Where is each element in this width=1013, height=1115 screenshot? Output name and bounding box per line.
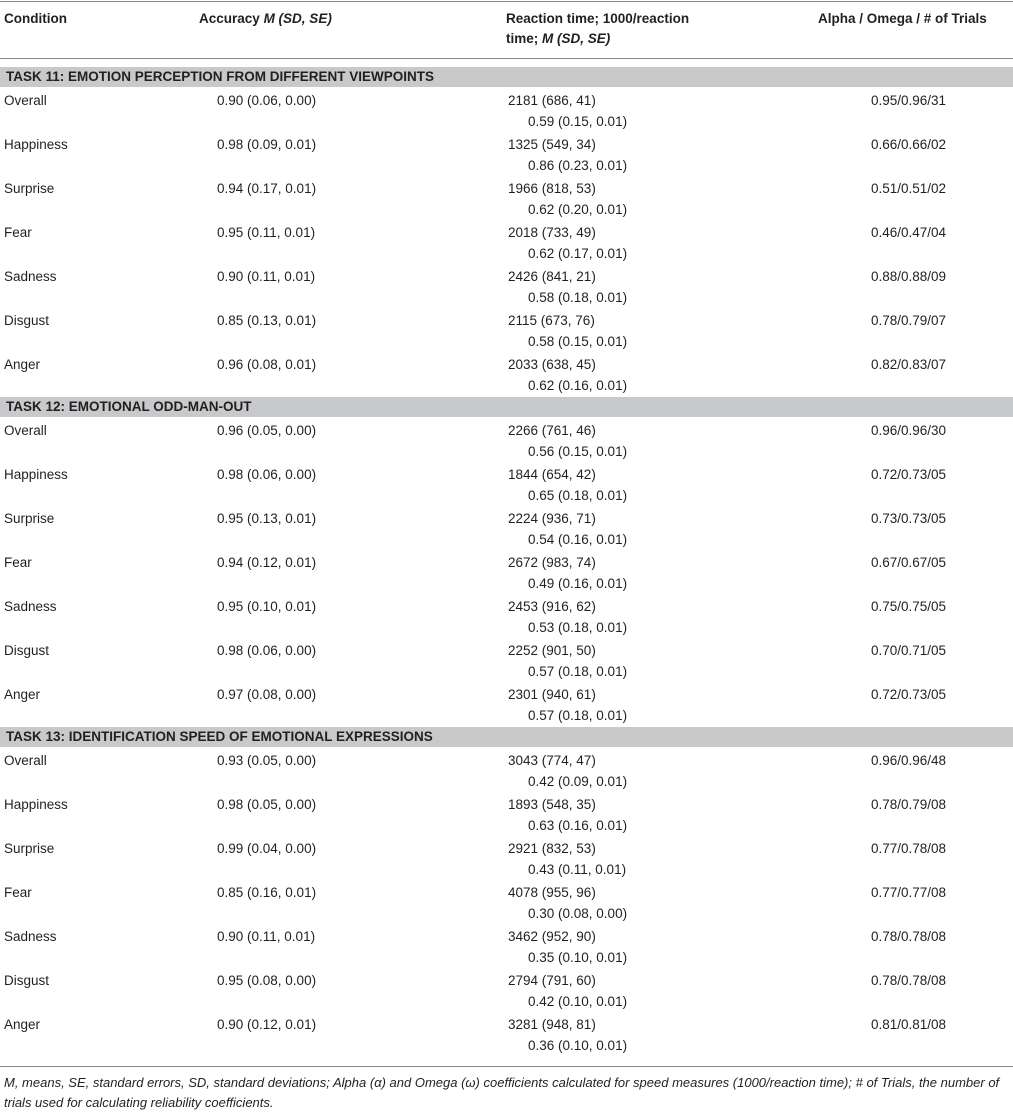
- reliability-cell: 0.72/0.73/05: [871, 687, 947, 702]
- inverse-reaction-time-cell: 0.54 (0.16, 0.01): [528, 532, 628, 547]
- reaction-time-cell: 2018 (733, 49): [508, 225, 596, 240]
- reaction-time-cell: 2453 (916, 62): [508, 599, 596, 614]
- inverse-reaction-time-cell: 0.58 (0.18, 0.01): [528, 290, 628, 305]
- reaction-time-cell: 2794 (791, 60): [508, 973, 596, 988]
- inverse-reaction-time-cell: 0.62 (0.20, 0.01): [528, 202, 628, 217]
- condition-cell: Sadness: [4, 929, 57, 944]
- table-row: [0, 750, 1013, 794]
- table-row: [0, 926, 1013, 970]
- header-reaction-time: [506, 9, 689, 49]
- inverse-reaction-time-cell: 0.43 (0.11, 0.01): [528, 862, 627, 877]
- section-header: TASK 11: EMOTION PERCEPTION FROM DIFFERENT VIEWPOINTS: [0, 67, 1013, 87]
- table-row: [0, 552, 1013, 596]
- accuracy-cell: 0.99 (0.04, 0.00): [217, 841, 317, 856]
- condition-cell: Disgust: [4, 973, 50, 988]
- table-row: [0, 222, 1013, 266]
- condition-cell: Happiness: [4, 467, 68, 482]
- inverse-reaction-time-cell: 0.30 (0.08, 0.00): [528, 906, 628, 921]
- table-row: [0, 134, 1013, 178]
- condition-cell: Fear: [4, 555, 32, 570]
- reliability-cell: 0.95/0.96/31: [871, 93, 947, 108]
- inverse-reaction-time-cell: 0.53 (0.18, 0.01): [528, 620, 628, 635]
- inverse-reaction-time-cell: 0.86 (0.23, 0.01): [528, 158, 628, 173]
- table-row: [0, 266, 1013, 310]
- condition-cell: Anger: [4, 1017, 41, 1032]
- reliability-cell: 0.78/0.79/07: [871, 313, 947, 328]
- reliability-cell: 0.88/0.88/09: [871, 269, 947, 284]
- table-bottom-rule: [0, 1066, 1013, 1067]
- header-reaction-time-stats: M (SD, SE): [542, 31, 611, 46]
- accuracy-cell: 0.90 (0.06, 0.00): [217, 93, 317, 108]
- reaction-time-cell: 2921 (832, 53): [508, 841, 596, 856]
- table-row: [0, 1014, 1013, 1058]
- reaction-time-cell: 2181 (686, 41): [508, 93, 596, 108]
- inverse-reaction-time-cell: 0.62 (0.17, 0.01): [528, 246, 628, 261]
- reaction-time-cell: 1893 (548, 35): [508, 797, 596, 812]
- condition-cell: Sadness: [4, 269, 57, 284]
- accuracy-cell: 0.93 (0.05, 0.00): [217, 753, 317, 768]
- condition-cell: Surprise: [4, 181, 55, 196]
- table-row: [0, 838, 1013, 882]
- reaction-time-cell: 2426 (841, 21): [508, 269, 596, 284]
- reliability-cell: 0.96/0.96/30: [871, 423, 947, 438]
- reliability-cell: 0.77/0.77/08: [871, 885, 947, 900]
- reliability-cell: 0.77/0.78/08: [871, 841, 947, 856]
- condition-cell: Surprise: [4, 511, 55, 526]
- condition-cell: Disgust: [4, 643, 50, 658]
- accuracy-cell: 0.95 (0.11, 0.01): [217, 225, 316, 240]
- condition-cell: Happiness: [4, 137, 68, 152]
- condition-cell: Fear: [4, 885, 32, 900]
- accuracy-cell: 0.94 (0.12, 0.01): [217, 555, 317, 570]
- table-row: [0, 684, 1013, 728]
- reliability-cell: 0.46/0.47/04: [871, 225, 947, 240]
- header-reaction-time-prefix: time;: [506, 31, 539, 46]
- condition-cell: Overall: [4, 93, 47, 108]
- inverse-reaction-time-cell: 0.58 (0.15, 0.01): [528, 334, 628, 349]
- accuracy-cell: 0.85 (0.13, 0.01): [217, 313, 317, 328]
- reliability-cell: 0.72/0.73/05: [871, 467, 947, 482]
- reliability-cell: 0.78/0.79/08: [871, 797, 947, 812]
- reliability-cell: 0.75/0.75/05: [871, 599, 947, 614]
- reliability-cell: 0.66/0.66/02: [871, 137, 947, 152]
- header-reliability: [818, 9, 987, 29]
- table-row: [0, 640, 1013, 684]
- reliability-cell: 0.51/0.51/02: [871, 181, 947, 196]
- table-row: [0, 596, 1013, 640]
- header-accuracy: [199, 9, 332, 29]
- inverse-reaction-time-cell: 0.36 (0.10, 0.01): [528, 1038, 628, 1053]
- accuracy-cell: 0.85 (0.16, 0.01): [217, 885, 317, 900]
- table-footnote: M, means, SE, standard errors, SD, standard deviations; Alpha (α) and Omega (ω) coefficients calculated for speed measures (1000/reaction time); # of Trials, the number of trials used for calculating reliability coefficients.: [4, 1075, 1000, 1110]
- condition-cell: Overall: [4, 423, 47, 438]
- inverse-reaction-time-cell: 0.62 (0.16, 0.01): [528, 378, 628, 393]
- header-accuracy-stats: M (SD, SE): [263, 11, 332, 26]
- accuracy-cell: 0.96 (0.05, 0.00): [217, 423, 317, 438]
- table-row: [0, 882, 1013, 926]
- condition-cell: Surprise: [4, 841, 55, 856]
- inverse-reaction-time-cell: 0.57 (0.18, 0.01): [528, 708, 628, 723]
- inverse-reaction-time-cell: 0.35 (0.10, 0.01): [528, 950, 628, 965]
- header-condition: [4, 9, 67, 29]
- accuracy-cell: 0.90 (0.12, 0.01): [217, 1017, 317, 1032]
- table-row: [0, 508, 1013, 552]
- condition-cell: Fear: [4, 225, 32, 240]
- header-reaction-time-line1: Reaction time; 1000/reaction: [506, 11, 690, 26]
- reaction-time-cell: 3462 (952, 90): [508, 929, 596, 944]
- reaction-time-cell: 4078 (955, 96): [508, 885, 596, 900]
- accuracy-cell: 0.95 (0.13, 0.01): [217, 511, 317, 526]
- reaction-time-cell: 2301 (940, 61): [508, 687, 596, 702]
- condition-cell: Disgust: [4, 313, 50, 328]
- inverse-reaction-time-cell: 0.49 (0.16, 0.01): [528, 576, 628, 591]
- inverse-reaction-time-cell: 0.42 (0.10, 0.01): [528, 994, 628, 1009]
- condition-cell: Sadness: [4, 599, 57, 614]
- reliability-cell: 0.96/0.96/48: [871, 753, 947, 768]
- table-row: [0, 794, 1013, 838]
- section-header: TASK 12: EMOTIONAL ODD-MAN-OUT: [0, 397, 1013, 417]
- reaction-time-cell: 2115 (673, 76): [508, 313, 595, 328]
- table-row: [0, 420, 1013, 464]
- reaction-time-cell: 3043 (774, 47): [508, 753, 596, 768]
- condition-cell: Overall: [4, 753, 47, 768]
- header-reliability-label: Alpha / Omega / # of Trials: [818, 11, 987, 26]
- reaction-time-cell: 3281 (948, 81): [508, 1017, 596, 1032]
- reliability-cell: 0.70/0.71/05: [871, 643, 947, 658]
- table-row: [0, 354, 1013, 398]
- accuracy-cell: 0.96 (0.08, 0.01): [217, 357, 317, 372]
- accuracy-cell: 0.98 (0.06, 0.00): [217, 467, 317, 482]
- table-row: [0, 970, 1013, 1014]
- reaction-time-cell: 2252 (901, 50): [508, 643, 596, 658]
- accuracy-cell: 0.95 (0.10, 0.01): [217, 599, 317, 614]
- section-header: TASK 13: IDENTIFICATION SPEED OF EMOTIONAL EXPRESSIONS: [0, 727, 1013, 747]
- accuracy-cell: 0.95 (0.08, 0.00): [217, 973, 317, 988]
- reaction-time-cell: 2266 (761, 46): [508, 423, 596, 438]
- condition-cell: Anger: [4, 687, 41, 702]
- header-accuracy-label: Accuracy: [199, 11, 260, 26]
- accuracy-cell: 0.98 (0.05, 0.00): [217, 797, 317, 812]
- condition-cell: Happiness: [4, 797, 68, 812]
- table-row: [0, 90, 1013, 134]
- accuracy-cell: 0.98 (0.09, 0.01): [217, 137, 317, 152]
- header-reaction-time-line2: [506, 29, 689, 49]
- reliability-cell: 0.73/0.73/05: [871, 511, 947, 526]
- reaction-time-cell: 1966 (818, 53): [508, 181, 596, 196]
- inverse-reaction-time-cell: 0.42 (0.09, 0.01): [528, 774, 628, 789]
- inverse-reaction-time-cell: 0.56 (0.15, 0.01): [528, 444, 628, 459]
- inverse-reaction-time-cell: 0.63 (0.16, 0.01): [528, 818, 628, 833]
- reaction-time-cell: 2033 (638, 45): [508, 357, 596, 372]
- reliability-cell: 0.82/0.83/07: [871, 357, 947, 372]
- reliability-cell: 0.81/0.81/08: [871, 1017, 947, 1032]
- reaction-time-cell: 1844 (654, 42): [508, 467, 596, 482]
- inverse-reaction-time-cell: 0.59 (0.15, 0.01): [528, 114, 628, 129]
- accuracy-cell: 0.90 (0.11, 0.01): [217, 929, 316, 944]
- reaction-time-cell: 2224 (936, 71): [508, 511, 596, 526]
- header-bottom-rule: [0, 58, 1013, 59]
- table-header: [0, 1, 1013, 57]
- inverse-reaction-time-cell: 0.65 (0.18, 0.01): [528, 488, 628, 503]
- reaction-time-cell: 1325 (549, 34): [508, 137, 596, 152]
- inverse-reaction-time-cell: 0.57 (0.18, 0.01): [528, 664, 628, 679]
- header-condition-label: Condition: [4, 11, 67, 26]
- accuracy-cell: 0.90 (0.11, 0.01): [217, 269, 316, 284]
- accuracy-cell: 0.97 (0.08, 0.00): [217, 687, 317, 702]
- reliability-cell: 0.78/0.78/08: [871, 929, 947, 944]
- condition-cell: Anger: [4, 357, 41, 372]
- table-row: [0, 464, 1013, 508]
- accuracy-cell: 0.98 (0.06, 0.00): [217, 643, 317, 658]
- table-row: [0, 178, 1013, 222]
- reliability-cell: 0.67/0.67/05: [871, 555, 947, 570]
- reliability-cell: 0.78/0.78/08: [871, 973, 947, 988]
- table-row: [0, 310, 1013, 354]
- accuracy-cell: 0.94 (0.17, 0.01): [217, 181, 317, 196]
- reaction-time-cell: 2672 (983, 74): [508, 555, 596, 570]
